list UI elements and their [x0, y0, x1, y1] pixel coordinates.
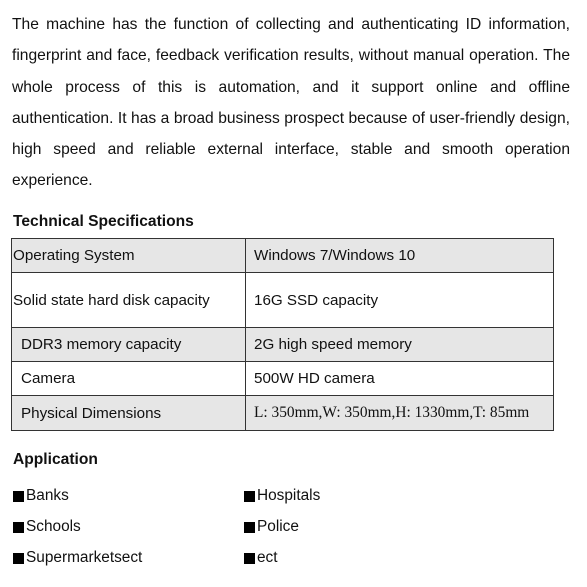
square-bullet-icon	[13, 553, 24, 564]
square-bullet-icon	[244, 522, 255, 533]
spec-label: Physical Dimensions	[12, 396, 246, 431]
table-row	[12, 239, 554, 273]
table-row	[12, 328, 554, 362]
application-item-label: Hospitals	[257, 487, 321, 504]
square-bullet-icon	[13, 491, 24, 502]
application-item-label: Schools	[26, 518, 81, 535]
spec-label: DDR3 memory capacity	[12, 328, 246, 362]
spec-label: Camera	[12, 362, 246, 396]
spec-value: Windows 7/Windows 10	[246, 239, 554, 273]
table-row	[12, 273, 554, 328]
spec-label: Solid state hard disk capacity	[12, 273, 246, 328]
table-row	[12, 396, 554, 431]
list-item	[13, 486, 69, 506]
list-item	[244, 548, 278, 568]
application-item-label: Police	[257, 518, 299, 535]
list-item	[244, 517, 299, 537]
table-row	[12, 362, 554, 396]
specs-table	[11, 238, 554, 431]
spec-value: 500W HD camera	[246, 362, 554, 396]
spec-value: 2G high speed memory	[246, 328, 554, 362]
square-bullet-icon	[13, 522, 24, 533]
spec-value: L: 350mm,W: 350mm,H: 1330mm,T: 85mm	[246, 396, 554, 431]
list-item	[13, 517, 81, 537]
list-item	[13, 548, 142, 568]
application-heading: Application	[13, 451, 98, 468]
intro-paragraph: The machine has the function of collecting and authenticating ID information, fingerprint and face, feedback verification results, without manual operation. The whole process of this is automation, and it support online and offline authentication. It has a broad business prospect because of user-friendly design, high speed and reliable external interface, stable and smooth operation experience.	[12, 16, 570, 190]
square-bullet-icon	[244, 491, 255, 502]
spec-value: 16G SSD capacity	[246, 273, 554, 328]
application-item-label: Supermarketsect	[26, 549, 143, 566]
spec-label: Operating System	[12, 239, 246, 273]
list-item	[244, 486, 320, 506]
square-bullet-icon	[244, 553, 255, 564]
specs-heading: Technical Specifications	[13, 213, 194, 230]
application-item-label: ect	[257, 549, 278, 566]
application-item-label: Banks	[26, 487, 69, 504]
